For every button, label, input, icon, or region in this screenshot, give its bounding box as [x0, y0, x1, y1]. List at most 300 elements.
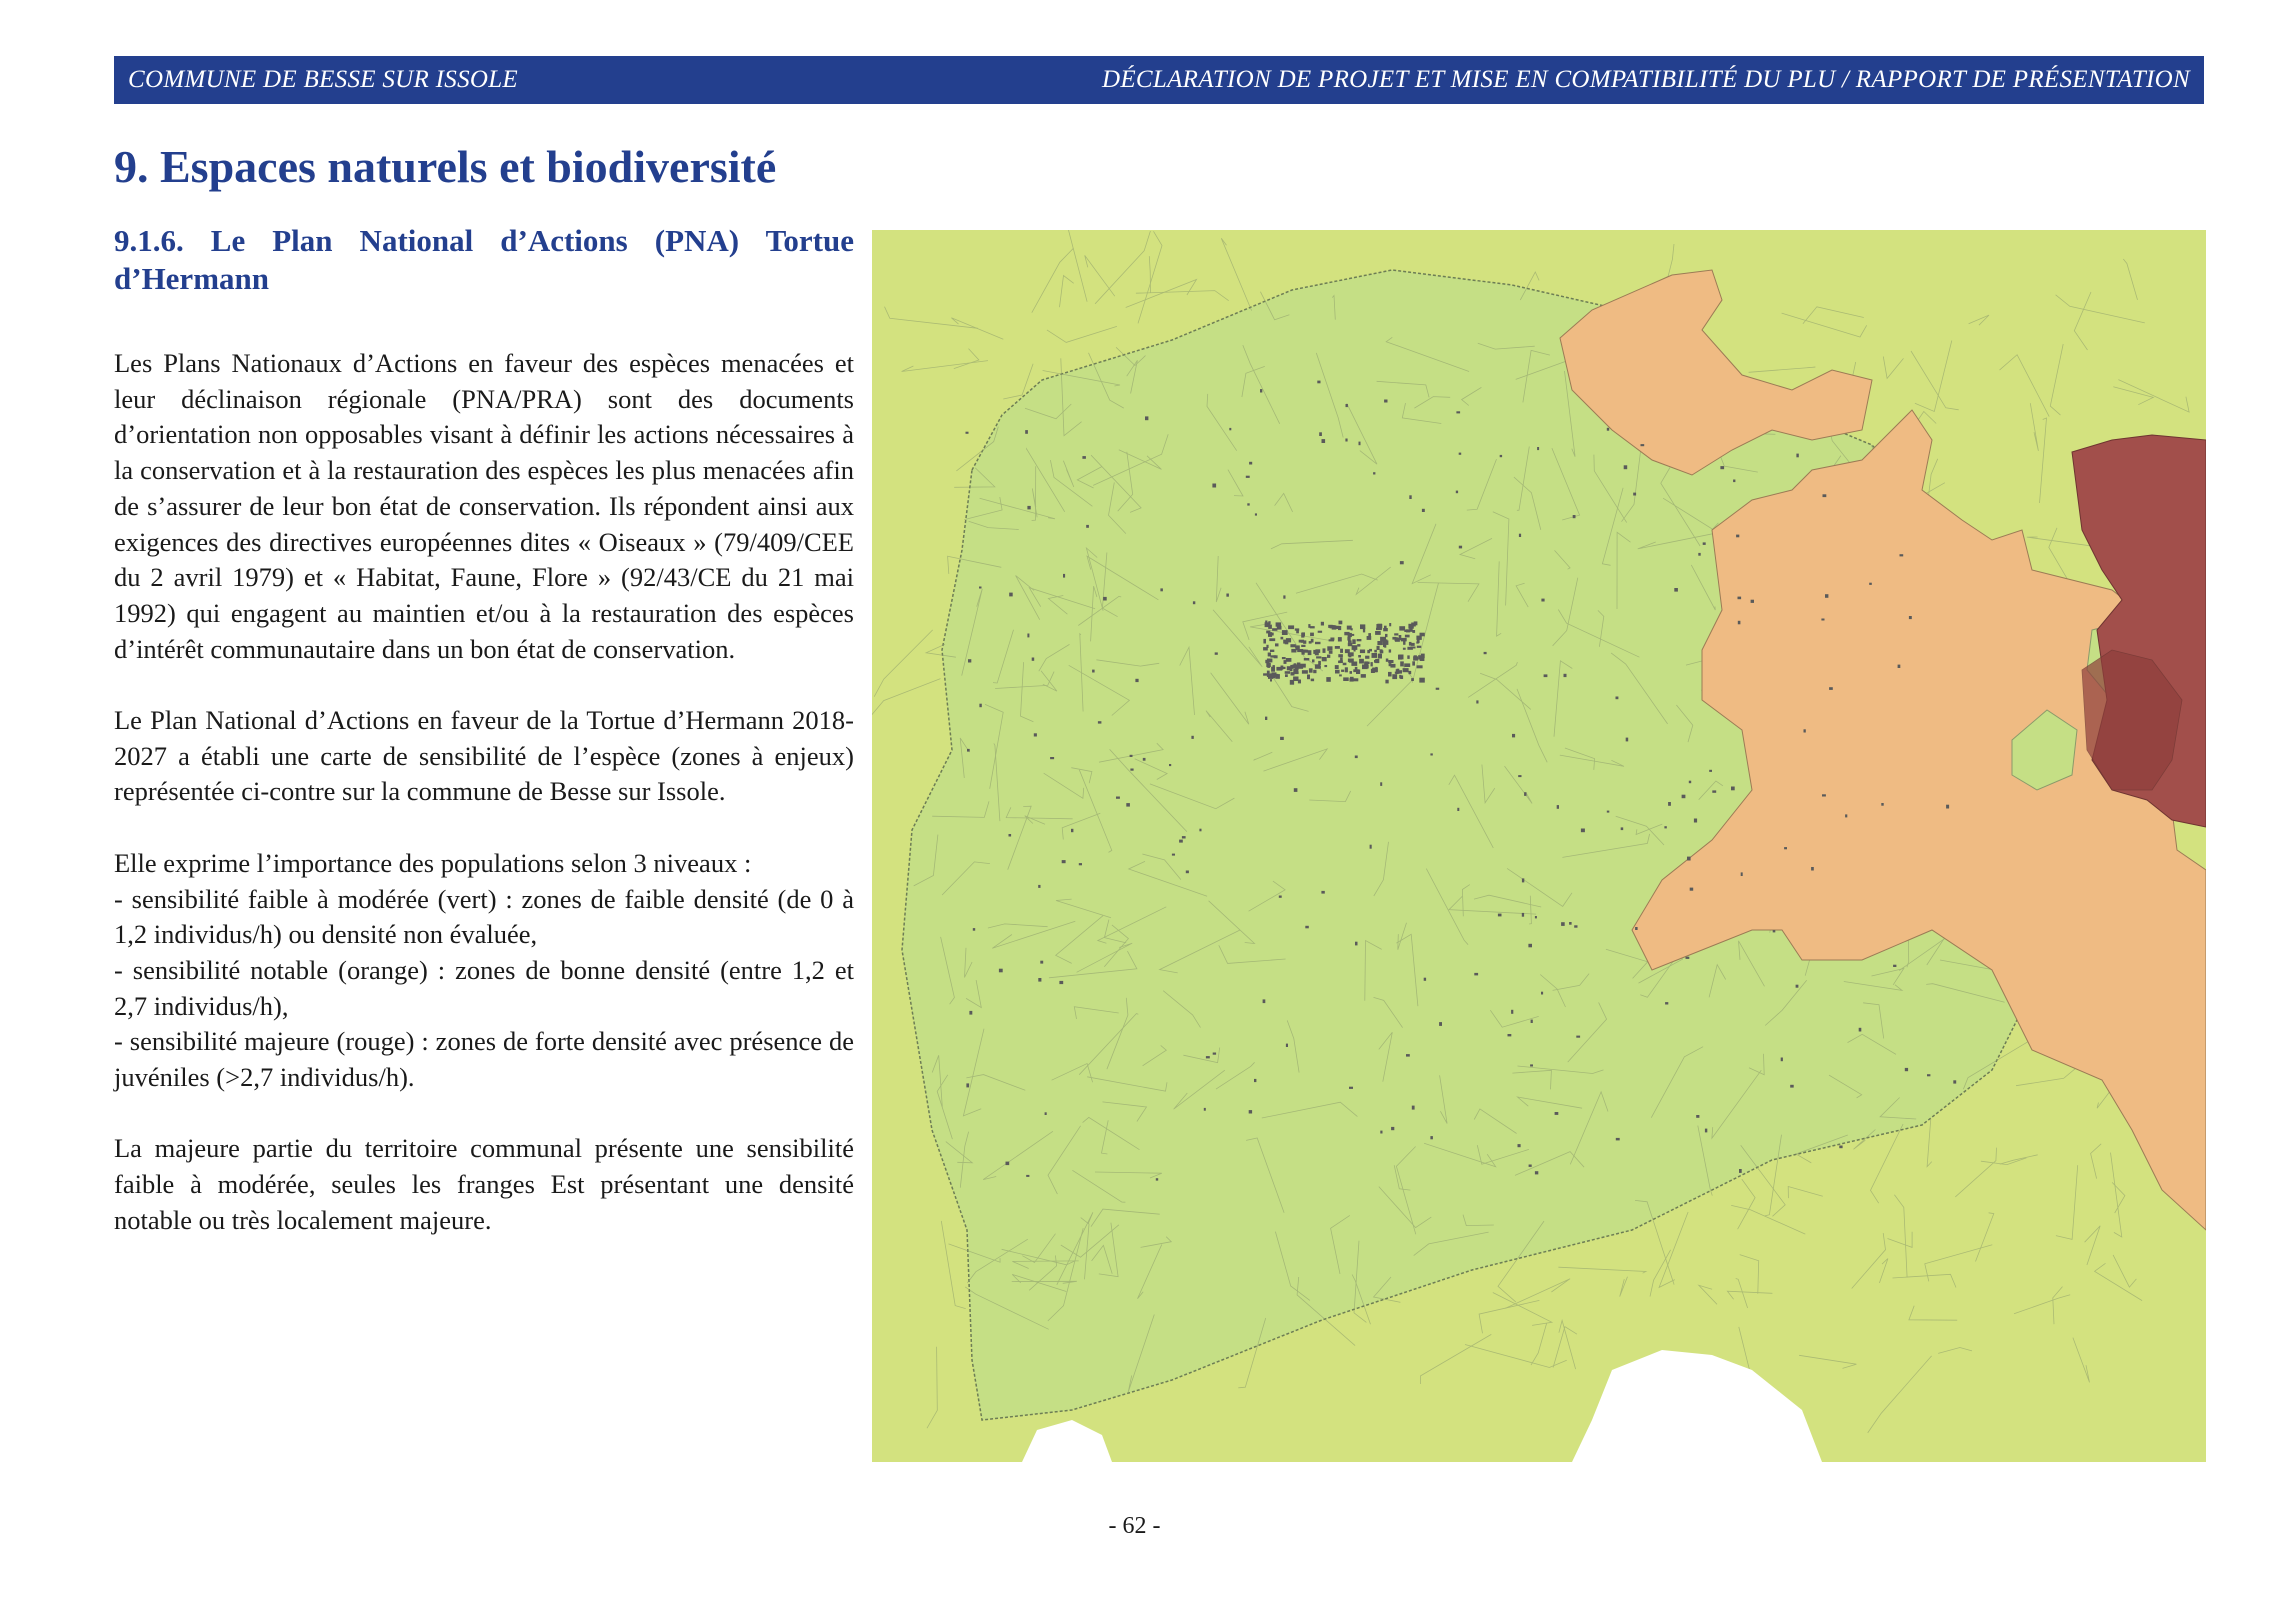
building-mark [1530, 1064, 1533, 1066]
building-mark [1358, 655, 1361, 658]
building-mark [1790, 1085, 1794, 1088]
building-mark [1403, 648, 1406, 650]
building-mark [1304, 658, 1310, 661]
building-mark [1773, 930, 1776, 932]
building-mark [1363, 628, 1365, 633]
building-mark [1082, 456, 1086, 459]
building-mark [1508, 1034, 1512, 1036]
building-mark [1430, 1136, 1433, 1139]
building-mark [1703, 542, 1706, 545]
building-mark [1905, 1068, 1908, 1071]
building-mark [1270, 655, 1276, 657]
building-mark [979, 587, 982, 589]
building-mark [973, 928, 975, 931]
building-mark [1351, 628, 1353, 630]
building-mark [1385, 680, 1388, 684]
building-mark [1696, 1115, 1699, 1118]
building-mark [1624, 465, 1628, 469]
building-mark [1399, 675, 1401, 679]
building-mark [1406, 1054, 1410, 1057]
building-mark [1281, 637, 1284, 640]
building-mark [1668, 802, 1671, 806]
building-mark [1522, 913, 1524, 917]
sensitivity-map-svg [872, 230, 2206, 1462]
building-mark [1321, 891, 1324, 894]
building-mark [1909, 616, 1912, 619]
building-mark [1254, 1079, 1256, 1082]
building-mark [1739, 1169, 1742, 1173]
building-mark [1359, 442, 1361, 446]
building-mark [1712, 790, 1716, 792]
building-mark [1409, 642, 1412, 646]
building-mark [1607, 811, 1610, 813]
building-mark [1420, 633, 1425, 637]
building-mark [1641, 444, 1645, 446]
building-mark [1296, 629, 1299, 633]
building-mark [1377, 646, 1380, 650]
building-mark [1038, 978, 1041, 982]
building-mark [1781, 1058, 1783, 1062]
building-mark [1318, 631, 1322, 633]
building-mark [1350, 671, 1353, 674]
building-mark [1323, 648, 1326, 653]
page-title: 9. Espaces naturels et biodiversité [114, 141, 777, 192]
building-mark [1529, 1165, 1532, 1167]
building-mark [1825, 594, 1828, 598]
building-mark [1459, 546, 1462, 549]
header-report-title: DÉCLARATION DE PROJET ET MISE EN COMPATIBILITÉ DU PLU / RAPPORT DE PRÉSENTATION [1101, 66, 2190, 93]
building-mark [1372, 653, 1378, 658]
building-mark [1822, 794, 1826, 796]
section-title: 9.1.6. Le Plan National d’Actions (PNA) Tortue d’Hermann [114, 223, 854, 296]
building-mark [1403, 640, 1405, 645]
building-mark [1664, 826, 1666, 828]
building-mark [1006, 1162, 1010, 1166]
building-mark [1290, 644, 1296, 647]
building-mark [1733, 480, 1735, 483]
building-mark [1313, 670, 1316, 673]
building-mark [1343, 663, 1347, 666]
building-mark [1032, 658, 1035, 661]
building-mark [1784, 847, 1787, 849]
building-mark [1315, 664, 1321, 669]
building-mark [1199, 829, 1201, 832]
body-text [114, 346, 854, 1274]
building-mark [1027, 634, 1029, 638]
building-mark [1531, 1020, 1533, 1023]
building-mark [1946, 805, 1949, 809]
building-mark [1301, 633, 1304, 638]
building-mark [1204, 1108, 1206, 1111]
building-mark [1731, 787, 1735, 791]
building-mark [1135, 679, 1138, 682]
building-mark [1308, 624, 1310, 628]
building-mark [1282, 657, 1286, 659]
building-mark [1229, 428, 1231, 430]
building-mark [1329, 651, 1333, 654]
building-mark [1821, 619, 1824, 621]
building-mark [1829, 687, 1833, 690]
building-mark [1399, 635, 1402, 638]
building-mark [1430, 753, 1432, 755]
building-mark [1535, 1171, 1538, 1174]
building-mark [1377, 624, 1382, 628]
building-mark [1616, 697, 1619, 700]
building-mark [1355, 942, 1358, 946]
building-mark [1422, 509, 1425, 512]
building-mark [1361, 674, 1366, 678]
building-mark [1412, 1106, 1415, 1110]
building-mark [1736, 535, 1739, 538]
building-mark [1380, 1131, 1382, 1134]
building-mark [1689, 781, 1691, 784]
building-mark [1086, 525, 1089, 528]
paragraph-pna-tortue: Le Plan National d’Actions en faveur de la Tortue d’Hermann 2018-2027 a établi une carte de sensibilité de l’espèce (zones à enjeux) représentée ci-contre sur la commune de Besse sur Issole. [114, 705, 854, 807]
building-mark [1388, 660, 1393, 663]
building-mark [1375, 631, 1381, 635]
building-mark [1360, 650, 1365, 654]
building-mark [1265, 622, 1270, 627]
building-mark [1417, 646, 1421, 648]
building-mark [1385, 634, 1388, 637]
building-mark [1738, 621, 1741, 625]
building-mark [1009, 834, 1012, 837]
building-mark [1310, 633, 1314, 637]
building-mark [1898, 665, 1901, 668]
building-mark [1519, 534, 1521, 537]
building-mark [1459, 453, 1462, 455]
building-mark [1424, 978, 1426, 981]
building-mark [1255, 513, 1257, 515]
building-mark [1569, 922, 1572, 925]
building-mark [1282, 630, 1288, 635]
building-mark [1380, 782, 1382, 786]
building-mark [1390, 664, 1395, 668]
building-mark [1272, 628, 1277, 631]
building-mark [1500, 455, 1502, 457]
building-mark [1544, 674, 1548, 677]
page-number: - 62 - [1108, 1513, 1161, 1539]
building-mark [1130, 769, 1133, 771]
building-mark [1399, 626, 1405, 630]
building-mark [1456, 411, 1460, 413]
level-item-notable: - sensibilité notable (orange) : zones de bonne densité (entre 1,2 et 2,7 individus/h), [114, 954, 854, 1021]
building-mark [1400, 561, 1404, 564]
building-mark [1308, 650, 1312, 655]
building-mark [1335, 665, 1339, 669]
building-mark [966, 1083, 969, 1087]
building-mark [1345, 439, 1347, 442]
building-mark [1512, 734, 1515, 738]
building-mark [1182, 836, 1186, 838]
building-mark [1709, 770, 1712, 772]
building-mark [1474, 973, 1478, 976]
paragraph-pna-intro: Les Plans Nationaux d’Actions en faveur des espèces menacées et leur déclinaison régionale (PNA/PRA) sont des documents d’orientation non opposables visant à définir les actions nécessaires à la conservation et à la restauration des espèces les plus menacées afin de s’assurer de leur bon état de conservation. Ils répondent ainsi aux exigences des directives européennes dites « Oiseaux » (79/409/CEE du 2 avril 1979) et « Habitat, Faune, Flore » (92/43/CE du 21 mai 1992) qui engagent au maintien et/ou à la restauration des espèces d’intérêt communautaire dans un bon état de conservation. [114, 348, 854, 664]
building-mark [1394, 633, 1398, 635]
building-mark [1705, 1129, 1707, 1133]
building-mark [1130, 755, 1133, 757]
building-mark [1537, 447, 1539, 450]
header-bar [114, 56, 2204, 104]
building-mark [1378, 654, 1382, 659]
building-mark [1355, 756, 1358, 759]
building-mark [1193, 601, 1195, 604]
building-mark [1687, 857, 1691, 861]
building-mark [1294, 788, 1298, 792]
building-mark [1040, 961, 1043, 964]
building-mark [1665, 1002, 1668, 1004]
building-mark [1212, 484, 1216, 488]
building-mark [1411, 678, 1414, 681]
building-mark [1357, 639, 1362, 641]
building-mark [1839, 1146, 1842, 1149]
building-mark [1179, 840, 1183, 843]
building-mark [1349, 654, 1352, 657]
building-mark [1686, 957, 1690, 959]
building-mark [1406, 629, 1410, 632]
building-mark [1026, 1175, 1029, 1177]
building-mark [1270, 650, 1274, 652]
building-mark [1276, 667, 1282, 671]
building-mark [1581, 829, 1585, 833]
building-mark [1396, 669, 1399, 674]
building-mark [1009, 593, 1013, 597]
building-mark [1524, 792, 1526, 796]
building-mark [1893, 965, 1896, 967]
paragraph-conclusion: La majeure partie du territoire communal présente une sensibilité faible à modérée, seules les franges Est présentant une densité notable ou très localement majeure. [114, 1133, 854, 1235]
building-mark [1370, 845, 1372, 849]
building-mark [1062, 860, 1066, 863]
building-mark [1330, 638, 1334, 641]
building-mark [1555, 1112, 1559, 1115]
building-mark [1045, 1112, 1047, 1115]
building-mark [1156, 1178, 1158, 1180]
building-mark [1268, 632, 1272, 637]
building-mark [1626, 738, 1629, 742]
building-mark [1265, 660, 1269, 663]
building-mark [1356, 670, 1360, 675]
building-mark [1301, 641, 1303, 643]
building-mark [1226, 594, 1229, 597]
building-mark [1633, 493, 1636, 496]
building-mark [1900, 554, 1904, 556]
building-mark [1285, 674, 1288, 677]
building-mark [1518, 775, 1521, 777]
building-mark [1347, 637, 1350, 641]
building-mark [1169, 764, 1171, 766]
building-mark [1409, 495, 1411, 499]
building-mark [1317, 381, 1320, 384]
building-mark [1417, 665, 1423, 668]
building-mark [1310, 626, 1315, 628]
building-mark [1283, 640, 1288, 644]
building-mark [1315, 642, 1321, 644]
building-mark [1682, 795, 1686, 799]
building-mark [1751, 600, 1754, 603]
building-mark [1092, 670, 1095, 673]
building-mark [1373, 668, 1378, 673]
building-mark [1557, 805, 1559, 809]
building-mark [1290, 667, 1293, 672]
building-mark [1375, 659, 1379, 663]
building-mark [1263, 647, 1268, 650]
building-mark [1249, 462, 1252, 465]
building-mark [1277, 626, 1282, 630]
building-mark [1307, 675, 1310, 680]
building-mark [1399, 638, 1401, 641]
building-mark [1322, 657, 1327, 661]
building-mark [1456, 491, 1458, 494]
building-mark [1522, 878, 1524, 882]
building-mark [1280, 737, 1284, 740]
building-mark [1439, 1022, 1442, 1026]
building-mark [1383, 640, 1389, 645]
building-mark [1414, 655, 1417, 657]
building-mark [1312, 659, 1315, 662]
building-mark [1269, 638, 1275, 641]
building-mark [1348, 659, 1354, 663]
building-mark [1345, 667, 1348, 672]
building-mark [1145, 416, 1148, 420]
building-mark [1103, 597, 1107, 601]
building-mark [1845, 814, 1847, 817]
building-mark [1674, 588, 1678, 592]
building-mark [1025, 430, 1028, 434]
building-mark [1388, 672, 1392, 677]
building-mark [968, 659, 971, 662]
building-mark [1309, 668, 1313, 672]
building-mark [1326, 677, 1331, 682]
building-mark [1498, 914, 1502, 917]
building-mark [1357, 644, 1360, 647]
building-mark [1143, 758, 1146, 761]
building-mark [1859, 1028, 1862, 1032]
building-mark [1160, 588, 1163, 591]
level-item-faible: - sensibilité faible à modérée (vert) : zones de faible densité (de 0 à 1,2 individus/h) ou densité non évaluée, [114, 883, 854, 950]
building-mark [1263, 639, 1266, 644]
building-mark [1271, 672, 1276, 677]
building-mark [1275, 643, 1279, 646]
building-mark [1098, 721, 1102, 723]
building-mark [1364, 661, 1368, 665]
building-mark [1635, 927, 1638, 930]
building-mark [1352, 639, 1355, 644]
building-mark [1297, 664, 1303, 669]
building-mark [1476, 700, 1478, 703]
building-mark [967, 749, 970, 752]
building-mark [1071, 829, 1073, 832]
building-mark [1316, 656, 1321, 658]
building-mark [1535, 916, 1537, 918]
header-commune: COMMUNE DE BESSE SUR ISSOLE [128, 66, 518, 93]
building-mark [1305, 926, 1309, 929]
building-mark [1191, 736, 1193, 739]
building-mark [1301, 645, 1305, 647]
building-mark [1298, 680, 1301, 684]
building-mark [1344, 632, 1349, 635]
building-mark [1365, 656, 1369, 659]
building-mark [1186, 871, 1189, 874]
building-mark [1034, 733, 1037, 736]
building-mark [1398, 655, 1403, 660]
building-mark [1309, 641, 1312, 644]
building-mark [1270, 679, 1272, 681]
building-mark [1698, 553, 1700, 556]
building-mark [1457, 808, 1459, 811]
building-mark [1811, 867, 1814, 871]
building-mark [1126, 803, 1130, 807]
building-mark [1271, 667, 1275, 672]
building-mark [1341, 670, 1344, 672]
building-mark [1400, 661, 1404, 666]
building-mark [1338, 654, 1343, 657]
building-mark [1247, 503, 1249, 505]
building-mark [1409, 671, 1412, 674]
building-mark [1528, 944, 1532, 948]
paragraph-levels-intro: Elle exprime l’importance des populations selon 3 niveaux : [114, 847, 752, 878]
building-mark [1340, 649, 1343, 653]
building-mark [969, 1011, 972, 1015]
building-mark [1283, 595, 1285, 598]
building-mark [1410, 647, 1415, 649]
building-mark [1389, 623, 1391, 626]
building-mark [1050, 757, 1054, 759]
building-mark [1386, 659, 1389, 662]
building-mark [1348, 640, 1352, 643]
building-mark [1694, 819, 1697, 823]
building-mark [1263, 999, 1266, 1003]
building-mark [1561, 922, 1565, 926]
building-mark [1330, 625, 1335, 628]
building-mark [1322, 439, 1326, 443]
building-mark [1380, 650, 1384, 653]
building-mark [1327, 655, 1330, 658]
building-mark [1741, 872, 1743, 876]
building-mark [1297, 649, 1303, 652]
building-mark [1384, 400, 1387, 403]
building-mark [1291, 649, 1296, 653]
building-mark [1349, 1087, 1353, 1089]
building-mark [1383, 628, 1388, 631]
building-mark [1338, 661, 1341, 663]
building-mark [1373, 472, 1375, 474]
building-mark [1796, 985, 1799, 988]
building-mark [966, 432, 969, 434]
building-mark [1804, 729, 1806, 732]
building-mark [1576, 1036, 1580, 1038]
building-mark [1116, 797, 1120, 799]
building-mark [1339, 674, 1342, 676]
building-mark [1484, 652, 1487, 654]
building-mark [1690, 888, 1694, 891]
building-mark [1371, 662, 1373, 666]
building-mark [1343, 677, 1349, 681]
building-mark [979, 704, 981, 708]
building-mark [1206, 1056, 1210, 1058]
building-mark [1518, 1144, 1521, 1147]
building-mark [1303, 640, 1306, 643]
building-mark [1621, 827, 1624, 830]
building-mark [1335, 670, 1340, 674]
building-mark [1172, 854, 1175, 856]
building-mark [1319, 432, 1322, 436]
building-mark [1564, 674, 1567, 677]
building-mark [1953, 1080, 1956, 1083]
building-mark [1411, 623, 1416, 627]
building-mark [1927, 1074, 1930, 1076]
building-mark [1336, 626, 1340, 629]
building-mark [1359, 659, 1364, 664]
